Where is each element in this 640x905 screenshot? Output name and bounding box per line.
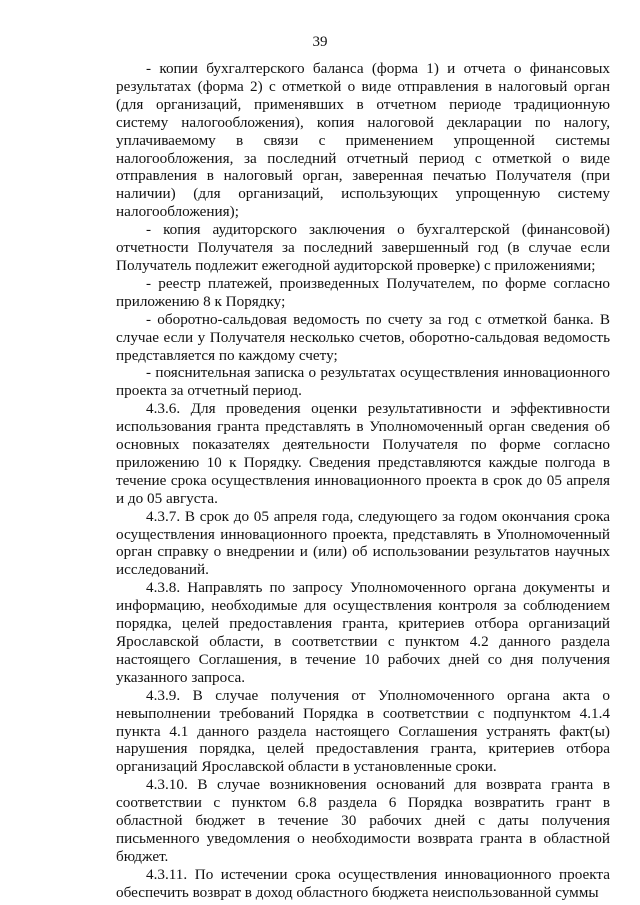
paragraph-4-3-7: 4.3.7. В срок до 05 апреля года, следующего за годом окончания срока осуществления инновационного проекта, представлять в Уполномоченный орган справку о внедрении и (или) об использовании результатов научных исследований. [116,507,610,579]
paragraph-payment-register: - реестр платежей, произведенных Получателем, по форме согласно приложению 8 к Порядку; [116,274,610,310]
paragraph-4-3-6: 4.3.6. Для проведения оценки результативности и эффективности использования гранта представлять в Уполномоченный орган сведения об основных показателях деятельности Получателя по форме согласно приложению 10 к Порядку. Сведения представляются каждые полгода в течение срока осуществления инновационного проекта в срок до 05 апреля и до 05 августа. [116,400,610,507]
paragraph-audit-report: - копия аудиторского заключения о бухгалтерской (финансовой) отчетности Получателя за последний завершенный год (в случае если Получатель подлежит ежегодной аудиторской проверке) с приложениями; [116,221,610,274]
paragraph-4-3-10: 4.3.10. В случае возникновения оснований для возврата гранта в соответствии с пунктом 6.8 раздела 6 Порядка возвратить грант в областной бюджет в течение 30 рабочих дней с даты получения письменного уведомления о необходимости возврата гранта в областной бюджет. [116,776,610,865]
paragraph-4-3-8: 4.3.8. Направлять по запросу Уполномоченного органа документы и информацию, необходимые для осуществления контроля за соблюдением порядка, целей предоставления гранта, критериев отбора организаций Ярославской области, в соответствии с пунктом 4.2 данного раздела настоящего Соглашения, в течение 10 рабочих дней со дня получения указанного запроса. [116,579,610,686]
paragraph-balance-copies: - копии бухгалтерского баланса (форма 1) и отчета о финансовых результатах (форма 2) с отметкой о виде отправления в налоговый орган (для организаций, применявших в отчетном периоде традиционную систему налогообложения), копия налоговой декларации по налогу, уплачиваемому в связи с применением упрощенной системы налогообложения, за последний отчетный период с отметкой о виде отправления в налоговый орган, заверенная печатью Получателя (при наличии) (для организаций, использующих упрощенную систему налогообложения); [116,60,610,221]
paragraph-4-3-9: 4.3.9. В случае получения от Уполномоченного органа акта о невыполнении требований Порядка в соответствии с подпунктом 4.1.4 пункта 4.1 данного раздела настоящего Соглашения устранять факт(ы) нарушения порядка, целей предоставления гранта, критериев отбора организаций Ярославской области в установленные сроки. [116,686,610,776]
paragraph-turnover-statement: - оборотно-сальдовая ведомость по счету за год с отметкой банка. В случае если у Получателя несколько счетов, оборотно-сальдовая ведомость представляется по каждому счету; [116,310,610,364]
page-number: 39 [312,34,328,50]
paragraph-explanatory-note: - пояснительная записка о результатах осуществления инновационного проекта за отчетный период. [116,364,610,400]
paragraph-4-3-11: 4.3.11. По истечении срока осуществления инновационного проекта обеспечить возврат в доход областного бюджета неиспользованной суммы [116,865,610,901]
document-body [116,60,610,902]
